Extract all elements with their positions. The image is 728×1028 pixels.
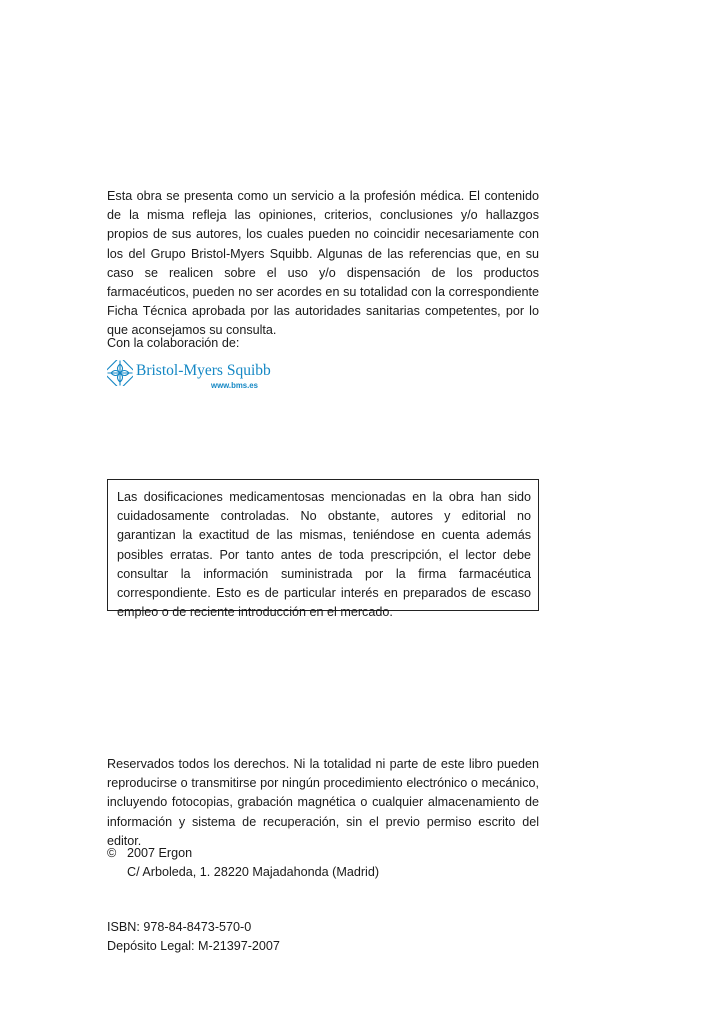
disclaimer-text: Esta obra se presenta como un servicio a la profesión médica. El contenido de la misma refleja las opiniones, criterios, conclusiones y/o hallazgos propios de sus autores, los cuales pueden no coincidir necesariamente con los del Grupo Bristol-Myers Squibb. Algunas de las referencias que, en su caso se realicen sobre el uso y/o dispensación de los productos farmacéuticos, pueden no ser acordes en su totalidad con la correspondiente Ficha Técnica aprobada por las autoridades sanitarias competentes, por lo que aconsejamos su consulta. bbox=[107, 189, 539, 338]
disclaimer-paragraph bbox=[107, 187, 539, 341]
bms-emblem-icon bbox=[107, 360, 133, 386]
logo-website: www.bms.es bbox=[211, 381, 258, 390]
isbn: ISBN: 978-84-8473-570-0 bbox=[107, 920, 252, 934]
dosage-notice-box bbox=[107, 479, 539, 620]
collaboration-label: Con la colaboración de: bbox=[107, 336, 240, 350]
copyright-block bbox=[107, 844, 539, 882]
publication-info bbox=[107, 918, 539, 956]
rights-text: Reservados todos los derechos. Ni la totalidad ni parte de este libro pueden reproducirse o transmitirse por ningún procedimiento electrónico o mecánico, incluyendo fotocopias, grabación magnética o cualquier almacenamiento de información y sistema de recuperación, sin el previo permiso escrito del editor. bbox=[107, 757, 539, 848]
bms-logo bbox=[107, 358, 277, 394]
publisher-address: C/ Arboleda, 1. 28220 Majadahonda (Madrid) bbox=[127, 865, 380, 880]
logo-company-name: Bristol-Myers Squibb bbox=[136, 362, 271, 379]
dosage-notice-text: Las dosificaciones medicamentosas mencionadas en la obra han sido cuidadosamente controladas. No obstante, autores y editorial no garantizan la exactitud de las mismas, teniéndose en cuenta además posibles erratas. Por tanto antes de toda prescripción, el lector debe consultar la información suministrada por la firma farmacéutica correspondiente. Esto es de particular interés en preparados de escaso empleo o de reciente introducción en el mercado. bbox=[117, 490, 531, 620]
legal-deposit: Depósito Legal: M-21397-2007 bbox=[107, 939, 280, 954]
rights-paragraph bbox=[107, 755, 539, 851]
copyright-year-publisher: 2007 Ergon bbox=[127, 846, 193, 860]
copyright-symbol: © bbox=[107, 846, 117, 860]
